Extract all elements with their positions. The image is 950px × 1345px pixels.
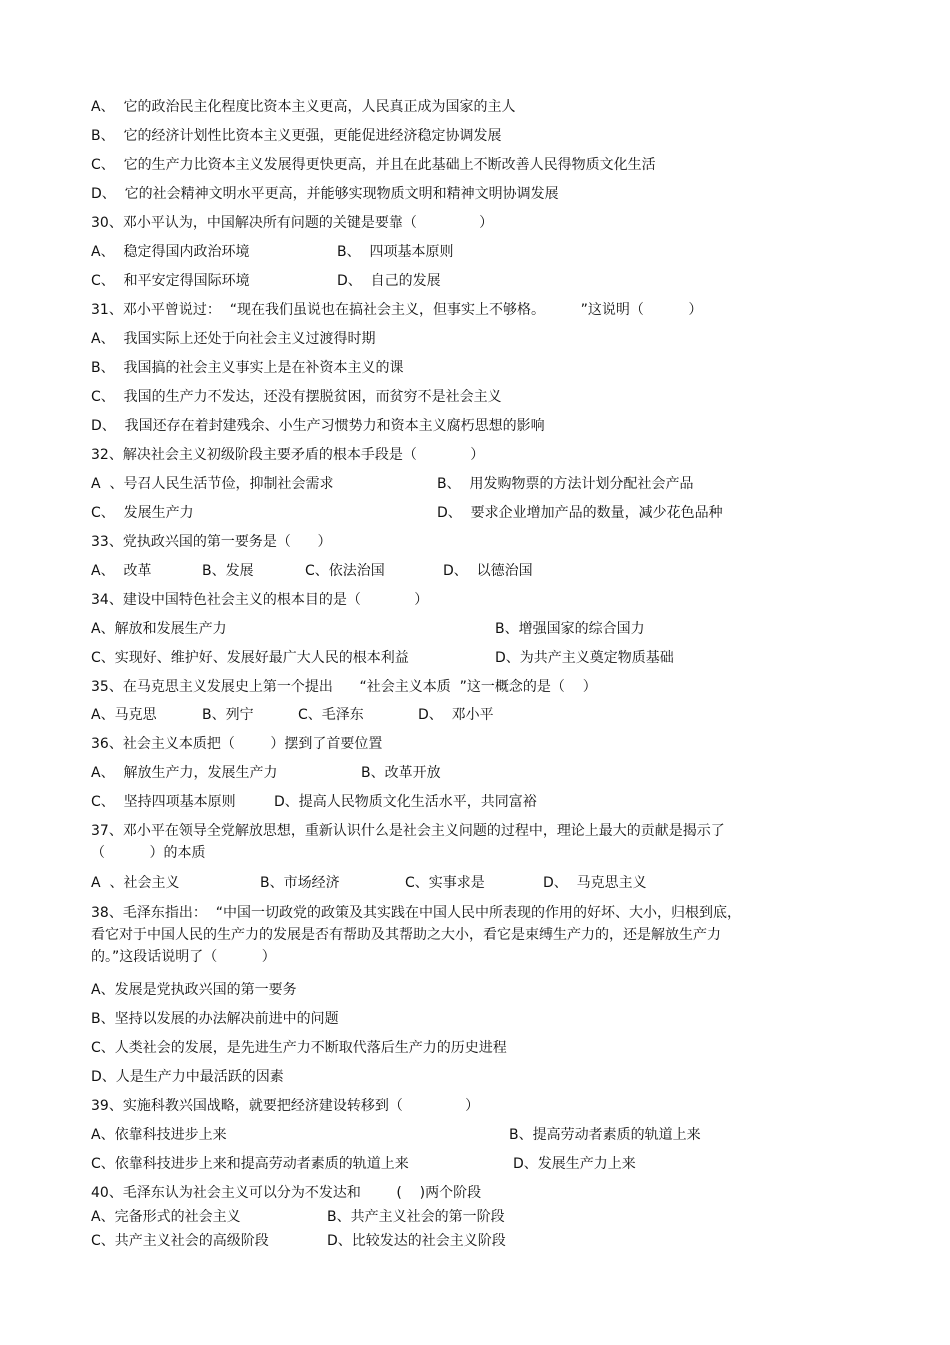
q34-options-row-1: [91, 620, 851, 638]
q30-stem: 30、邓小平认为，中国解决所有问题的关键是要靠（ ）: [91, 215, 494, 231]
q32-option-c: C、 发展生产力: [91, 505, 194, 521]
q38-option-a: A、发展是党执政兴国的第一要务: [91, 982, 297, 998]
q35-options-row: [91, 706, 851, 724]
q36-options-row-2: [91, 793, 851, 811]
q39-options-row-2: [91, 1155, 851, 1173]
q29-option-d: D、 它的社会精神文明水平更高，并能够实现物质文明和精神文明协调发展: [91, 186, 559, 202]
q37-options-row: [91, 874, 851, 892]
q36-option-d: D、提高人民物质文化生活水平，共同富裕: [274, 794, 537, 810]
q35-option-d: D、 邓小平: [418, 707, 494, 723]
q36-option-b: B、改革开放: [361, 765, 441, 781]
q31-option-d: D、 我国还存在着封建残余、小生产习惯势力和资本主义腐朽思想的影响: [91, 418, 545, 434]
q35-option-a: A、马克思: [91, 707, 157, 723]
q30-option-b: B、 四项基本原则: [337, 244, 454, 260]
q33-stem: 33、党执政兴国的第一要务是（ ）: [91, 534, 332, 550]
q40-options-row-1: [91, 1208, 851, 1226]
q40-option-c: C、共产主义社会的高级阶段: [91, 1233, 269, 1249]
q38-option-c: C、人类社会的发展，是先进生产力不断取代落后生产力的历史进程: [91, 1040, 507, 1056]
q29-option-a: A、 它的政治民主化程度比资本主义更高，人民真正成为国家的主人: [91, 99, 516, 115]
q35-option-b: B、列宁: [202, 707, 254, 723]
q32-options-row-2: [91, 504, 851, 522]
q31-stem: 31、邓小平曾说过： “现在我们虽说也在搞社会主义，但事实上不够格。 ”这说明（ ）: [91, 302, 703, 318]
q40-option-b: B、共产主义社会的第一阶段: [327, 1209, 505, 1225]
q33-option-d: D、 以德治国: [443, 563, 533, 579]
q30-option-a: A、 稳定得国内政治环境: [91, 244, 250, 260]
q30-options-row-2: [91, 272, 851, 290]
q39-option-a: A、依靠科技进步上来: [91, 1127, 227, 1143]
q38-stem-line-2: 看它对于中国人民的生产力的发展是否有帮助及其帮助之大小，看它是束缚生产力的，还是解放生产力: [91, 927, 721, 943]
q37-stem-line-2: （ ）的本质: [91, 845, 206, 861]
q32-option-b: B、 用发购物票的方法计划分配社会产品: [437, 476, 694, 492]
q31-option-b: B、 我国搞的社会主义事实上是在补资本主义的课: [91, 360, 404, 376]
q39-option-d: D、发展生产力上来: [513, 1156, 636, 1172]
q34-option-b: B、增强国家的综合国力: [495, 621, 645, 637]
q37-option-c: C、实事求是: [405, 875, 485, 891]
q36-stem: 36、社会主义本质把（ ）摆到了首要位置: [91, 736, 383, 752]
q35-stem: 35、在马克思主义发展史上第一个提出 “社会主义本质 ”这一概念的是（ ）: [91, 679, 597, 695]
q36-option-a: A、 解放生产力，发展生产力: [91, 765, 278, 781]
q33-options-row: [91, 562, 851, 580]
q38-stem-line-3: 的。”这段话说明了（ ）: [91, 949, 276, 965]
q37-option-d: D、 马克思主义: [543, 875, 647, 891]
q40-option-d: D、比较发达的社会主义阶段: [327, 1233, 506, 1249]
q34-option-d: D、为共产主义奠定物质基础: [495, 650, 674, 666]
q37-option-b: B、市场经济: [260, 875, 340, 891]
q37-stem-line-1: 37、邓小平在领导全党解放思想，重新认识什么是社会主义问题的过程中，理论上最大的贡献是揭示了: [91, 823, 725, 839]
q40-option-a: A、完备形式的社会主义: [91, 1209, 241, 1225]
q36-options-row-1: [91, 764, 851, 782]
q32-option-a: A 、号召人民生活节俭，抑制社会需求: [91, 476, 334, 492]
q30-option-d: D、 自己的发展: [337, 273, 441, 289]
q34-option-c: C、实现好、维护好、发展好最广大人民的根本利益: [91, 650, 409, 666]
q36-option-c: C、 坚持四项基本原则: [91, 794, 236, 810]
q33-option-a: A、 改革: [91, 563, 152, 579]
q37-option-a: A 、社会主义: [91, 875, 180, 891]
q34-stem: 34、建设中国特色社会主义的根本目的是（ ）: [91, 592, 429, 608]
q35-option-c: C、毛泽东: [298, 707, 364, 723]
q39-option-b: B、提高劳动者素质的轨道上来: [509, 1127, 701, 1143]
q32-option-d: D、 要求企业增加产品的数量，减少花色品种: [437, 505, 723, 521]
q34-options-row-2: [91, 649, 851, 667]
q33-option-b: B、发展: [202, 563, 254, 579]
q29-option-c: C、 它的生产力比资本主义发展得更快更高，并且在此基础上不断改善人民得物质文化生活: [91, 157, 656, 173]
q34-option-a: A、解放和发展生产力: [91, 621, 227, 637]
q38-option-b: B、坚持以发展的办法解决前进中的问题: [91, 1011, 339, 1027]
q38-option-d: D、人是生产力中最活跃的因素: [91, 1069, 284, 1085]
q39-stem: 39、实施科教兴国战略，就要把经济建设转移到（ ）: [91, 1098, 480, 1114]
q33-option-c: C、依法治国: [305, 563, 385, 579]
q30-option-c: C、 和平安定得国际环境: [91, 273, 250, 289]
q39-options-row-1: [91, 1126, 851, 1144]
q40-options-row-2: [91, 1232, 851, 1250]
q39-option-c: C、依靠科技进步上来和提高劳动者素质的轨道上来: [91, 1156, 409, 1172]
q31-option-a: A、 我国实际上还处于向社会主义过渡得时期: [91, 331, 376, 347]
q29-option-b: B、 它的经济计划性比资本主义更强，更能促进经济稳定协调发展: [91, 128, 502, 144]
q38-stem-line-1: 38、毛泽东指出： “中国一切政党的政策及其实践在中国人民中所表现的作用的好坏、大小，归根到底，: [91, 905, 741, 921]
q32-stem: 32、解决社会主义初级阶段主要矛盾的根本手段是（ ）: [91, 447, 485, 463]
q40-stem: 40、毛泽东认为社会主义可以分为不发达和 ( )两个阶段: [91, 1185, 482, 1201]
q32-options-row-1: [91, 475, 851, 493]
q31-option-c: C、 我国的生产力不发达，还没有摆脱贫困，而贫穷不是社会主义: [91, 389, 502, 405]
q30-options-row-1: [91, 243, 851, 261]
